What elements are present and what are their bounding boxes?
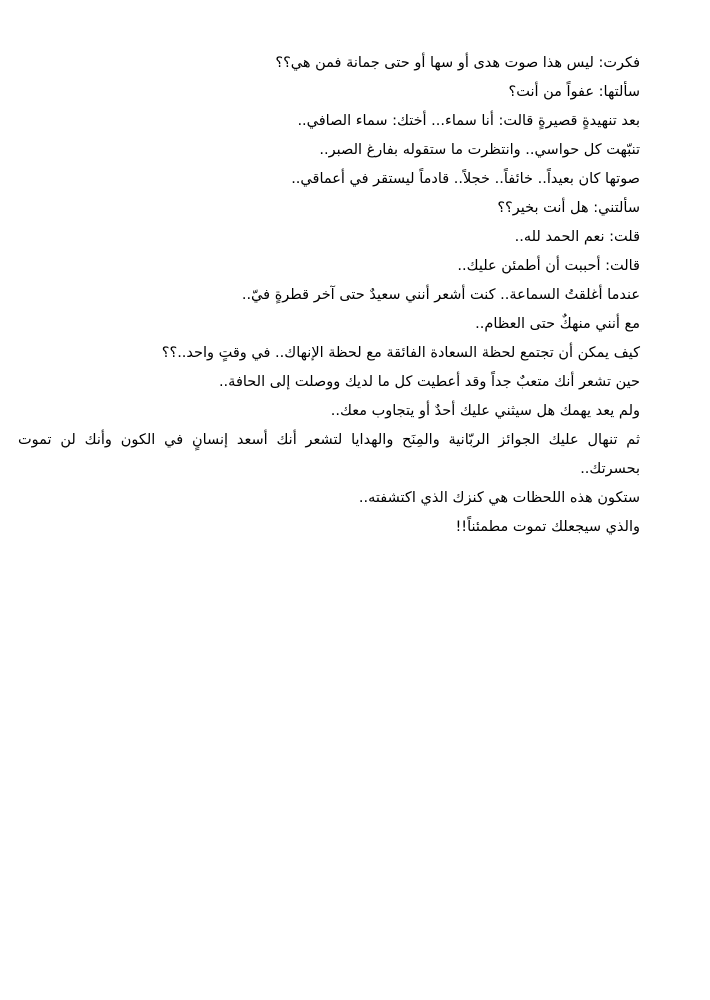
- paragraph: كيف يمكن أن تجتمع لحظة السعادة الفائقة مع لحظة الإنهاك.. في وقتٍ واحد..؟؟: [161, 345, 640, 361]
- paragraph: قلت: نعم الحمد لله..: [514, 229, 640, 245]
- paragraph: ستكون هذه اللحظات هي كنزك الذي اكتشفته..: [358, 490, 640, 506]
- document-body: [18, 49, 640, 542]
- paragraph: سألتها: عفواً من أنت؟: [508, 84, 640, 100]
- paragraph: والذي سيجعلك تموت مطمئناً!!: [455, 519, 640, 535]
- paragraph: قالت: أحببت أن أطمئن عليك..: [457, 258, 640, 274]
- paragraph: فكرت: ليس هذا صوت هدى أو سها أو حتى جمانة فمن هي؟؟: [275, 55, 640, 71]
- paragraph: تنبّهت كل حواسي.. وانتظرت ما ستقوله بفارغ الصبر..: [319, 142, 640, 158]
- paragraph: ولم يعد يهمك هل سيثني عليك أحدٌ أو يتجاوب معك..: [330, 403, 640, 419]
- paragraph: بعد تنهيدةٍ قصيرةٍ قالت: أنا سماء... أختك: سماء الصافي..: [297, 113, 640, 129]
- paragraph: سألتني: هل أنت بخير؟؟: [497, 200, 640, 216]
- paragraph: صوتها كان بعيداً.. خائفاً.. خجلاً.. قادماً ليستقر في أعماقي..: [291, 171, 640, 187]
- paragraph: ثم تنهال عليك الجوائز الربّانية والمِنَح والهدايا لتشعر أنك أسعد إنسانٍ في الكون وأنك لن تموت بحسرتك..: [18, 432, 640, 477]
- paragraph: عندما أغلقتُ السماعة.. كنت أشعر أنني سعيدٌ حتى آخر قطرةٍ فيّ..: [241, 287, 640, 303]
- paragraph: حين تشعر أنك متعبٌ جداً وقد أعطيت كل ما لديك ووصلت إلى الحافة..: [218, 374, 640, 390]
- paragraph: مع أنني منهكٌ حتى العظام..: [475, 316, 640, 332]
